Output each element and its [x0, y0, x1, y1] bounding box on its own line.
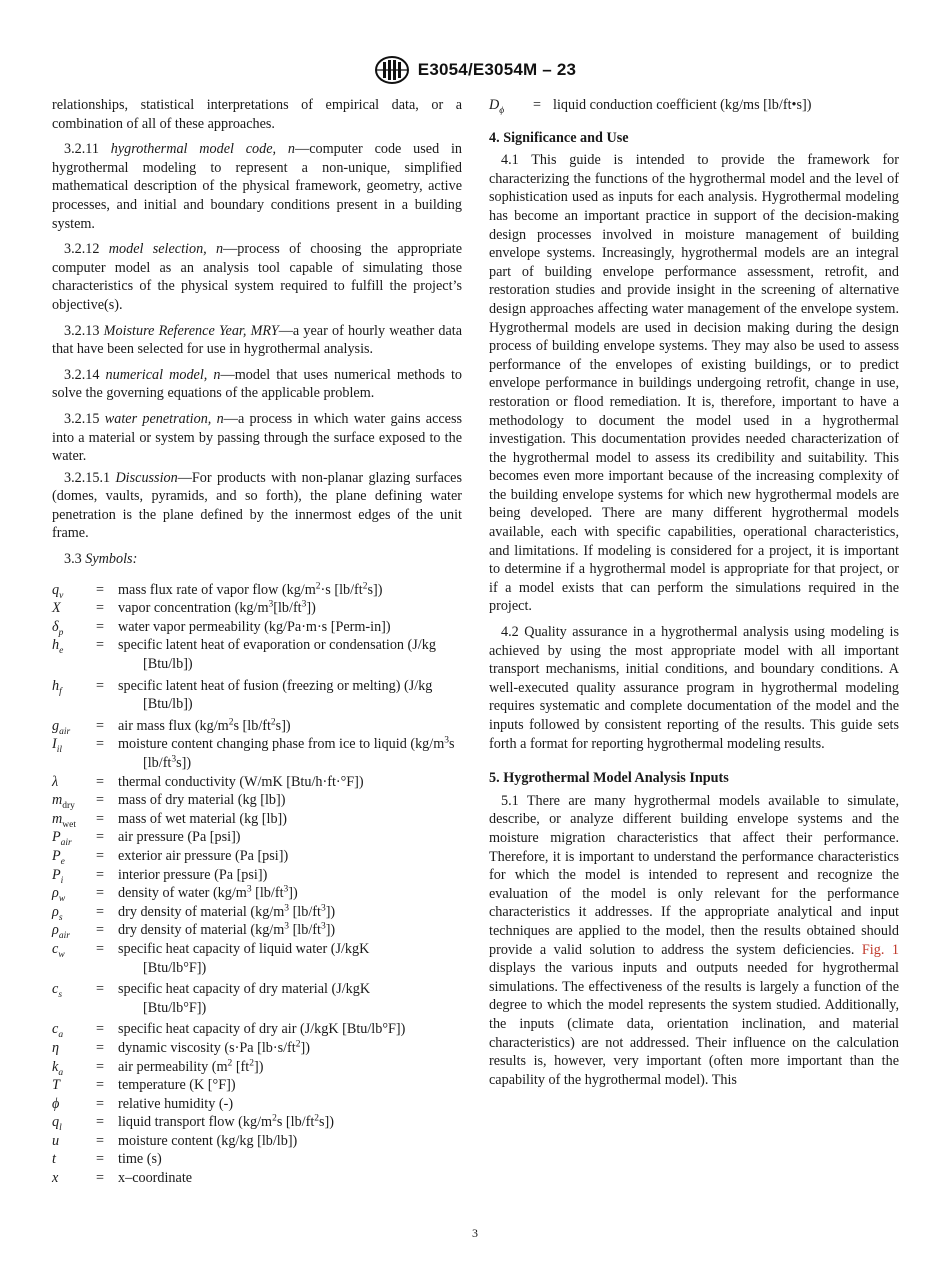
- definition-3-2-11: 3.2.11 hygrothermal model code, n—computer code used in hygrothermal modeling to represent a non-unique, simplified mathematical description of the physical framework, geometry, active processes, and initial and boundary conditions present in a building system.: [52, 141, 463, 232]
- symbol-row-dp: $\delta_p$ = water vapor permeability (kg/Pa·m·s [Perm-in]): [52, 618, 391, 638]
- symbol-row-u: u = moisture content (kg/kg [lb/lb]): [52, 1132, 298, 1149]
- symbol-row-he: $h_e$ = specific latent heat of evaporation or condensation (J/kg [Btu/lb]): [52, 637, 436, 673]
- symbol-row-X: X = vapor concentration $(kg/m^3[lb/ft^3])$: [52, 599, 316, 617]
- definition-3-2-15: 3.2.15 water penetration, n—a process in which water gains access into a material or system by passing through the surface exposed to the water.: [52, 410, 463, 465]
- symbol-row-rw: $\rho_w$ = density of water ($kg/m^3$ $[lb/ft^3]$): [52, 884, 298, 904]
- astm-logo-icon: [374, 55, 410, 85]
- symbol-row-rair: $\rho_{air}$ = dry density of material ($kg/m^3$ $[lb/ft^3]$): [52, 921, 336, 942]
- left-column: [52, 96, 462, 1188]
- definition-3-2-13: 3.2.13 Moisture Reference Year, MRY—a year of hourly weather data that have been selected for use in hygrothermal analysis.: [52, 322, 462, 358]
- symbol-row-dphi: $D_\phi$ = liquid conduction coefficient (kg/ms [lb/ft•s]): [489, 97, 812, 116]
- symbol-row-T: T = temperature (K [°F]): [52, 1077, 236, 1094]
- paragraph-4-1: 4.1 This guide is intended to provide the framework for characterizing the functions of the hygrothermal model and the level of sophistication used as inputs for each analysis. Hygrothermal modeling has become an important practice in support of the decision-making design processes involved in moisture management of building envelope systems. Increasingly, hygrothermal models are an integral part of building envelope performance assessment, retrofit, and restoration studies and provide insight in the screening of alternative design approaches affecting water management of the envelope system. Hygrothermal models are used in decision making during the design process of building envelope systems. They may also be used to assess performance of the envelopes of existing buildings, or to predict envelope performance in buildings undergoing retrofit, change in use, restoration or flood remediation. It is, therefore, important to have a methodology to document the model used in a hygrothermal investigation. This documentation provides needed characterization of the hygrothermal model to assess its credibility and suitability. This becomes even more important because of the increasing complexity of the building envelope systems for which new hygrothermal models are being developed. There are many different hygrothermal models available, each with specific capabilities, operational characteristics, and limitations. If modeling is considered for a project, it is important to determine if a hygrothermal model is appropriate for that project, or if a model exists that can perform the simulations required in the project.: [489, 152, 899, 615]
- symbol-row-gair: $g_{air}$ = air mass flux ($kg/m^2s$ $[lb/ft^2s]$): [52, 717, 291, 737]
- symbol-row-rs: $\rho_s$ = dry density of material ($kg/m^3$ $[lb/ft^3]$): [52, 903, 336, 923]
- definition-3-2-14: 3.2.14 numerical model, n—model that uses numerical methods to solve the governing equations of the applicable problem.: [52, 366, 462, 402]
- paragraph-5-1: 5.1 There are many hygrothermal models available to simulate, describe, or analyze different building envelope systems and the moisture migration characteristics that affect their performance. Therefore, it is important to understand the performance characteristics for which the model is intended to represent and recognize the evaluation of the model is only relevant for the performance characteristics it addresses. If the appropriate analytical and input techniques are applied to the model, then the results obtained should provide a valid solution to address the system deficiencies. Fig. 1 displays the various inputs and outputs needed for hygrothermal simulations. The effectiveness of the results is largely a function of the degree to which the model represents the system studied. Additionally, the inputs (climate data, orientation inclination, and material characteristics) are not addressed. Their influence on the calculation results is, however, very important (often more important than the capability of the hygrothermal model). This: [489, 792, 899, 1088]
- section-3-3-title: 3.3 Symbols:: [64, 551, 138, 568]
- symbol-row-ql: $q_l$ = liquid transport flow ($kg/m^2s$ $[lb/ft^2s]$): [52, 1113, 334, 1134]
- symbols-list: [52, 581, 462, 1188]
- definition-3-2-15-1: 3.2.15.1 Discussion—For products with non-planar glazing surfaces (domes, vaults, pyramids, and so forth), the plane defining water penetration is the plane defined by the innermost edges of the unit frame.: [52, 469, 463, 542]
- paragraph-intro: relationships, statistical interpretations of empirical data, or a combination of all of these approaches.: [52, 97, 462, 132]
- symbol-row-cs: $c_s$ = specific heat capacity of dry material (J/kgK [Btu/lb°F]): [52, 981, 371, 1016]
- symbol-row-qv: $q_v$ = mass flux rate of vapor flow ($kg/m^2\cdot s$ $[lb/ft^2s]$): [52, 580, 383, 601]
- right-column: [489, 96, 899, 1089]
- symbol-row-Iil: $I_{il}$ = moisture content changing phase from ice to liquid ($kg/m^3s$ $[lb/ft^3s]$): [52, 735, 455, 771]
- symbol-row-lambda: λ = thermal conductivity (W/mK [Btu/h·ft·°F]): [52, 773, 364, 790]
- symbol-row-ca: $c_a$ = specific heat capacity of dry air (J/kgK [Btu/lb°F]): [52, 1021, 406, 1041]
- page-number: 3: [472, 1226, 478, 1240]
- fig-1-link[interactable]: Fig. 1: [861, 941, 899, 958]
- symbol-row-x: x = x–coordinate: [52, 1170, 193, 1187]
- symbol-row-Pair: $P_{air}$ = air pressure (Pa [psi]): [52, 829, 241, 849]
- symbol-row-eta: η = dynamic viscosity (s·Pa $[lb\cdot s/ft^2]$): [52, 1039, 310, 1056]
- document-code: E3054/E3054M – 23: [417, 60, 577, 79]
- section-4-heading: 4. Significance and Use: [489, 129, 629, 146]
- symbol-row-mdry: $m_{dry}$ = mass of dry material (kg [lb]): [52, 792, 286, 812]
- symbol-row-cw: $c_w$ = specific heat capacity of liquid water (J/kgK [Btu/lb°F]): [52, 940, 370, 976]
- symbol-row-hf: $h_f$ = specific latent heat of fusion (freezing or melting) (J/kg [Btu/lb]): [52, 677, 433, 713]
- page-header: [0, 54, 950, 86]
- symbol-row-mwet: $m_{wet}$ = mass of wet material (kg [lb]): [52, 810, 288, 830]
- symbol-row-phi: ϕ = relative humidity (-): [52, 1095, 234, 1112]
- symbol-row-Pe: $P_e$ = exterior air pressure (Pa [psi]): [52, 847, 289, 867]
- symbol-row-t: t = time (s): [52, 1151, 162, 1168]
- symbol-row-Pi: $P_i$ = interior pressure (Pa [psi]): [52, 866, 268, 886]
- section-5-heading: 5. Hygrothermal Model Analysis Inputs: [489, 770, 729, 787]
- symbol-row-ka: $k_a$ = air permeability ($m^2$ $[ft^2]$): [52, 1057, 264, 1078]
- definition-3-2-12: 3.2.12 model selection, n—process of choosing the appropriate computer model as an analysis tool capable of simulating those characteristics of the physical system required to fulfill the project’s objective(s).: [52, 241, 462, 313]
- paragraph-4-2: 4.2 Quality assurance in a hygrothermal analysis using modeling is achieved by using the most appropriate model with all important transport mechanisms, initial conditions, and boundary conditions. A well-executed quality assurance program in hygrothermal modeling requires systematic and complete documentation of the model and the inputs followed by consistent reporting of the results. This guide sets forth a format for reporting hygrothermal modeling results.: [489, 624, 899, 752]
